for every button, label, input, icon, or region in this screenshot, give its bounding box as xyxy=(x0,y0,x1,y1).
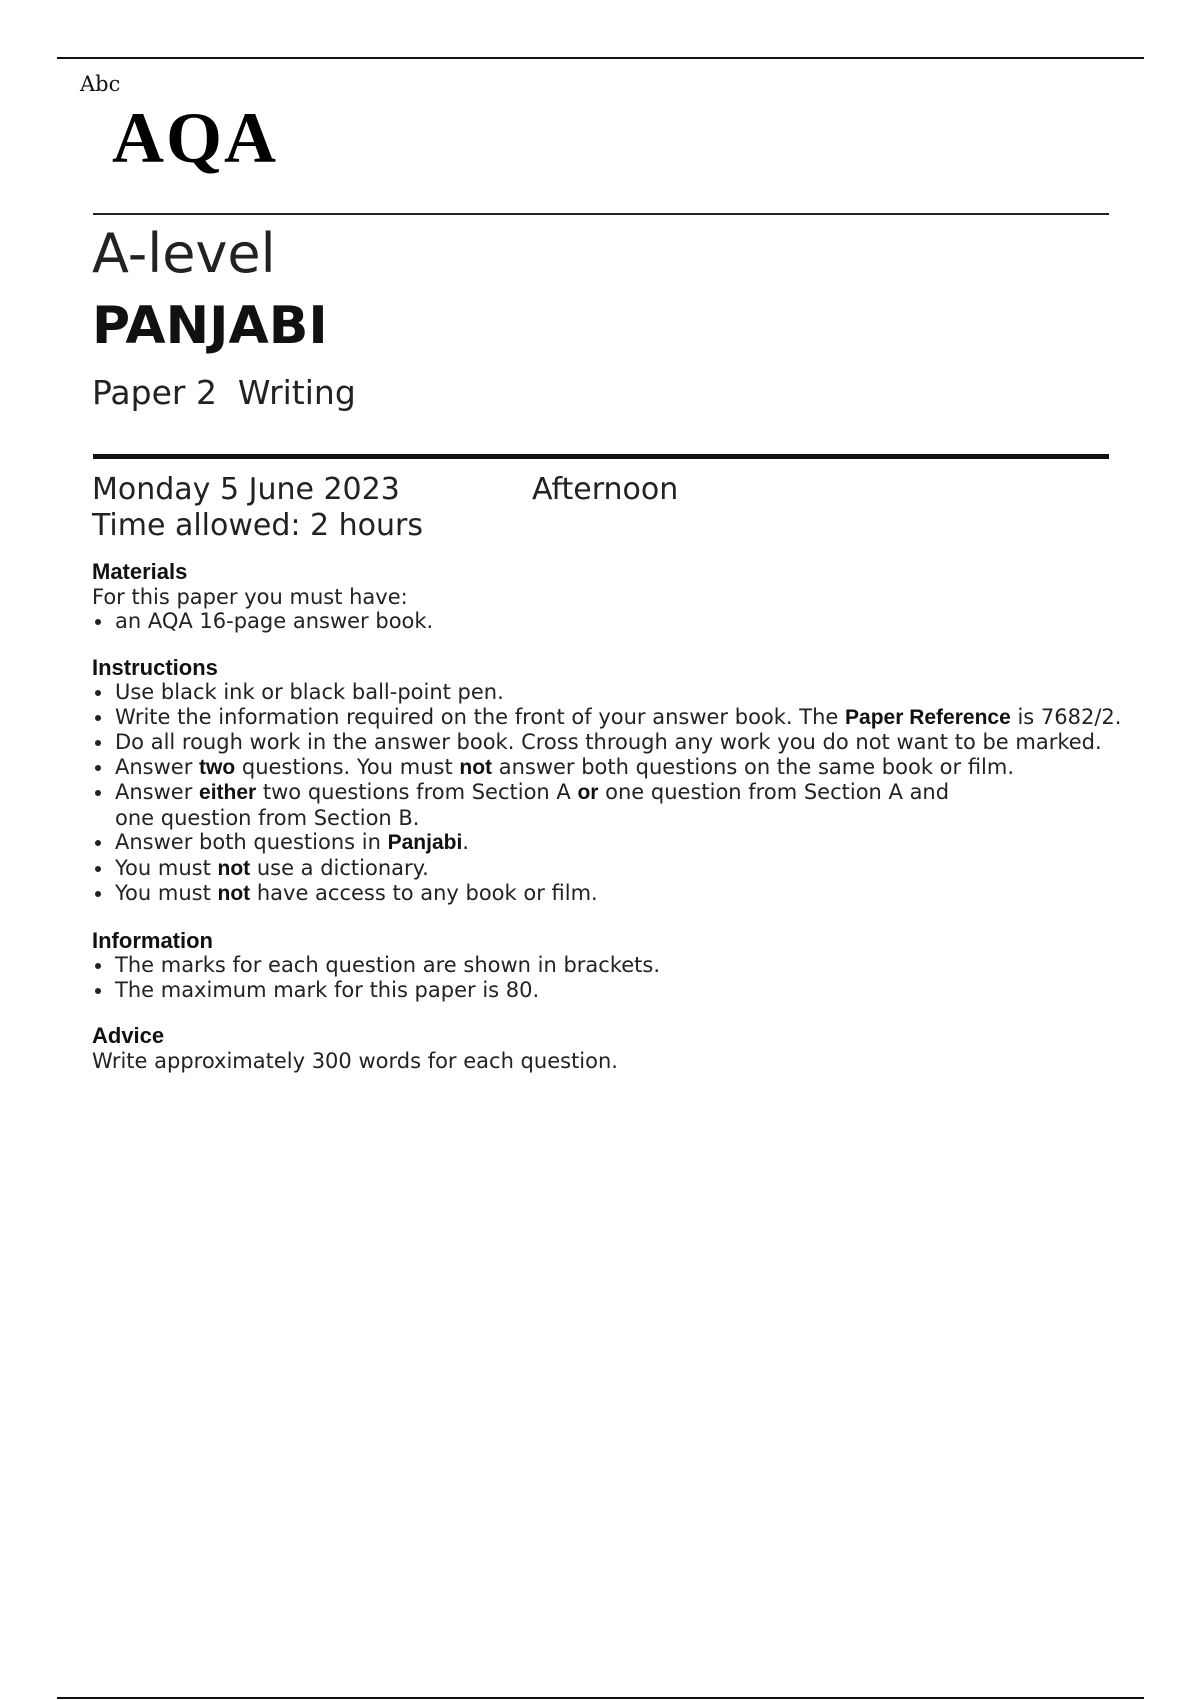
list-item: The marks for each question are shown in brackets. xyxy=(92,953,1122,978)
instructions-list xyxy=(92,680,1122,907)
time-allowed: Time allowed: 2 hours xyxy=(92,508,424,543)
information-section xyxy=(92,929,1122,1003)
materials-intro: For this paper you must have: xyxy=(92,584,408,609)
materials-section xyxy=(92,560,1122,634)
list-item: Answer two questions. You must not answer both questions on the same book or film. xyxy=(92,755,1122,781)
materials-list xyxy=(92,609,1122,634)
list-item: Answer either two questions from Section A or one question from Section A and one question from Section B. xyxy=(92,780,1122,830)
list-item: Write the information required on the front of your answer book. The Paper Reference is 7682/2. xyxy=(92,705,1122,731)
exam-details xyxy=(92,472,1122,544)
list-item: Do all rough work in the answer book. Cross through any work you do not want to be marked. xyxy=(92,730,1122,755)
exam-session: Afternoon xyxy=(532,472,679,507)
list-item: The maximum mark for this paper is 80. xyxy=(92,978,1122,1003)
list-item: Answer both questions in Panjabi. xyxy=(92,830,1122,856)
bottom-border-rule xyxy=(57,1697,1144,1699)
instructions-section xyxy=(92,656,1122,907)
qualification-level: A-level xyxy=(92,222,276,285)
list-item: You must not use a dictionary. xyxy=(92,856,1122,882)
cover-content xyxy=(92,560,1122,1095)
advice-heading: Advice xyxy=(92,1023,165,1048)
aqa-logo: AQA xyxy=(112,98,278,178)
list-item: an AQA 16-page answer book. xyxy=(92,609,1122,634)
header-divider xyxy=(93,213,1109,215)
subject-title: PANJABI xyxy=(92,296,328,356)
information-heading: Information xyxy=(92,927,213,953)
information-list xyxy=(92,953,1122,1002)
exam-date: Monday 5 June 2023 xyxy=(92,472,400,507)
corner-label: Abc xyxy=(80,72,121,96)
advice-section xyxy=(92,1024,1122,1073)
top-border-rule xyxy=(57,57,1144,59)
instructions-heading: Instructions xyxy=(92,654,218,680)
advice-text: Write approximately 300 words for each question. xyxy=(92,1048,618,1073)
list-item: You must not have access to any book or film. xyxy=(92,881,1122,907)
thick-divider xyxy=(93,454,1109,459)
list-item: Use black ink or black ball-point pen. xyxy=(92,680,1122,705)
materials-heading: Materials xyxy=(92,559,188,584)
paper-title: Paper 2 Writing xyxy=(92,373,356,412)
